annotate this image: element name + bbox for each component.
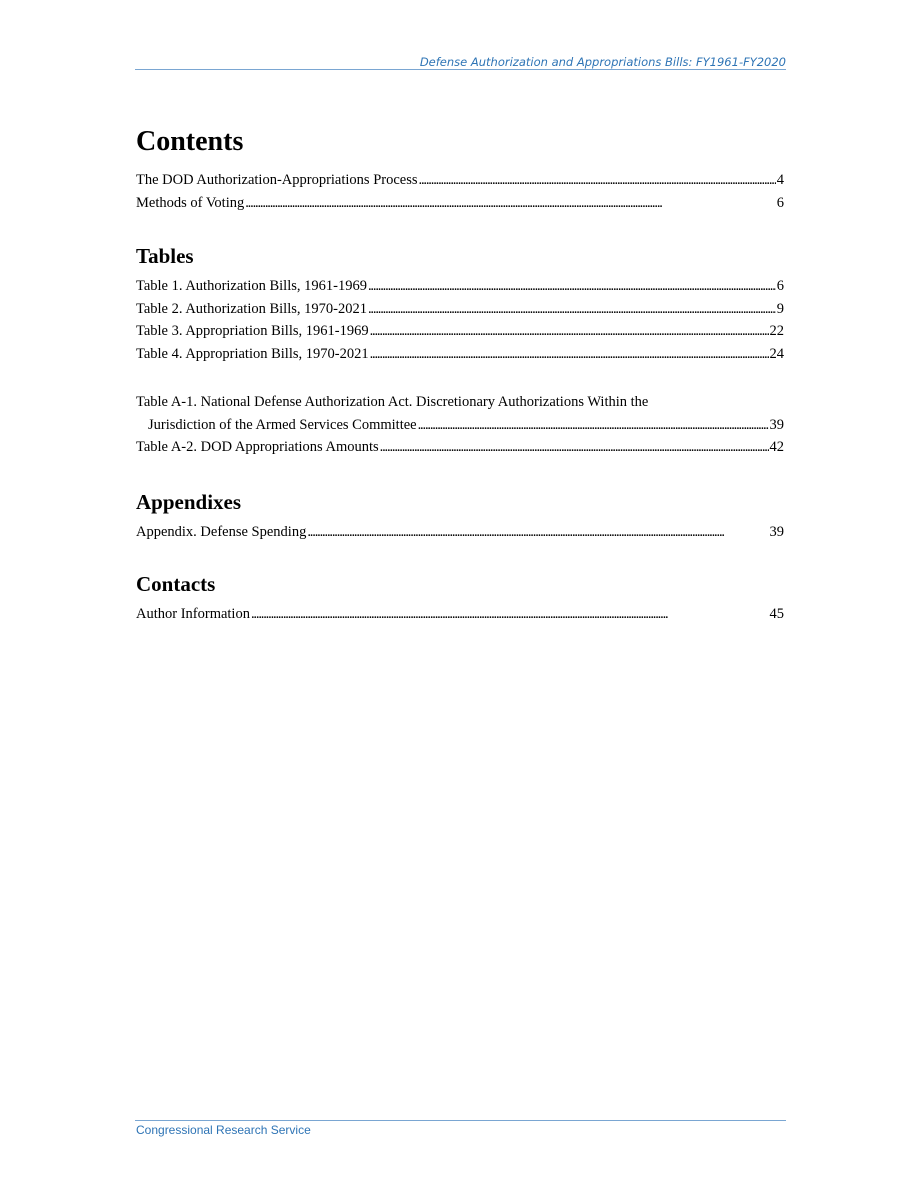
toc-entry-table-3[interactable] [136,320,784,343]
toc-entry-page: 24 [769,345,784,362]
dot-leader [370,343,769,366]
contacts-heading: Contacts [136,572,216,596]
dot-leader [370,320,769,343]
toc-entry-title: Table 3. Appropriation Bills, 1961-1969 [136,323,369,339]
appendixes-heading: Appendixes [136,489,242,514]
toc-entry-title: Table A-2. DOD Appropriations Amounts [136,439,379,455]
toc-entry-page: 42 [769,439,784,455]
toc-entry-title: Methods of Voting [136,194,245,211]
toc-entry-page: 39 [769,523,784,540]
toc-entry-page: 22 [769,323,784,339]
dot-leader [368,275,776,298]
dot-leader [368,298,776,321]
toc-entry-page: 9 [776,300,784,317]
toc-entry-table-2[interactable] [136,298,784,321]
toc-entry-process[interactable] [136,169,784,192]
toc-entry-title-line2: Jurisdiction of the Armed Services Committee [148,416,417,433]
running-header: Defense Authorization and Appropriations Bills: FY1961-FY2020 [419,55,786,69]
toc-entry-title: Appendix. Defense Spending [136,523,307,540]
footer-publisher: Congressional Research Service [136,1123,311,1137]
toc-entry-table-a2[interactable] [136,436,784,459]
toc-entry-page: 39 [769,416,784,433]
toc-entry-title: Table 4. Appropriation Bills, 1970-2021 [136,345,369,362]
toc-entry-page: 6 [776,194,784,211]
toc-entry-table-4[interactable] [136,343,784,366]
toc-entry-page: 45 [769,606,784,622]
toc-entry-table-1[interactable] [136,275,784,298]
dot-leader [245,192,776,215]
toc-entry-title: Table 2. Authorization Bills, 1970-2021 [136,300,367,317]
toc-entry-title: The DOD Authorization-Appropriations Process [136,172,418,188]
footer-rule [135,1120,786,1121]
toc-entry-appendix[interactable] [136,521,784,544]
tables-heading: Tables [136,244,194,268]
dot-leader [251,603,769,626]
toc-entry-table-a1[interactable] [136,391,784,436]
contents-heading: Contents [136,126,244,157]
toc-entry-page: 6 [776,278,784,294]
toc-entry-title: Author Information [136,606,250,622]
dot-leader [418,414,769,437]
toc-entry-author-information[interactable] [136,603,784,626]
toc-entry-voting[interactable] [136,192,784,215]
toc-entry-title: Table 1. Authorization Bills, 1961-1969 [136,278,367,294]
table-of-contents [136,124,784,626]
header-rule [135,69,786,70]
toc-entry-title-line1: Table A-1. National Defense Authorization Act. Discretionary Authorizations Within the [136,394,649,410]
dot-leader [380,436,769,459]
toc-entry-page: 4 [776,172,784,188]
dot-leader [307,521,768,544]
dot-leader [419,169,776,192]
